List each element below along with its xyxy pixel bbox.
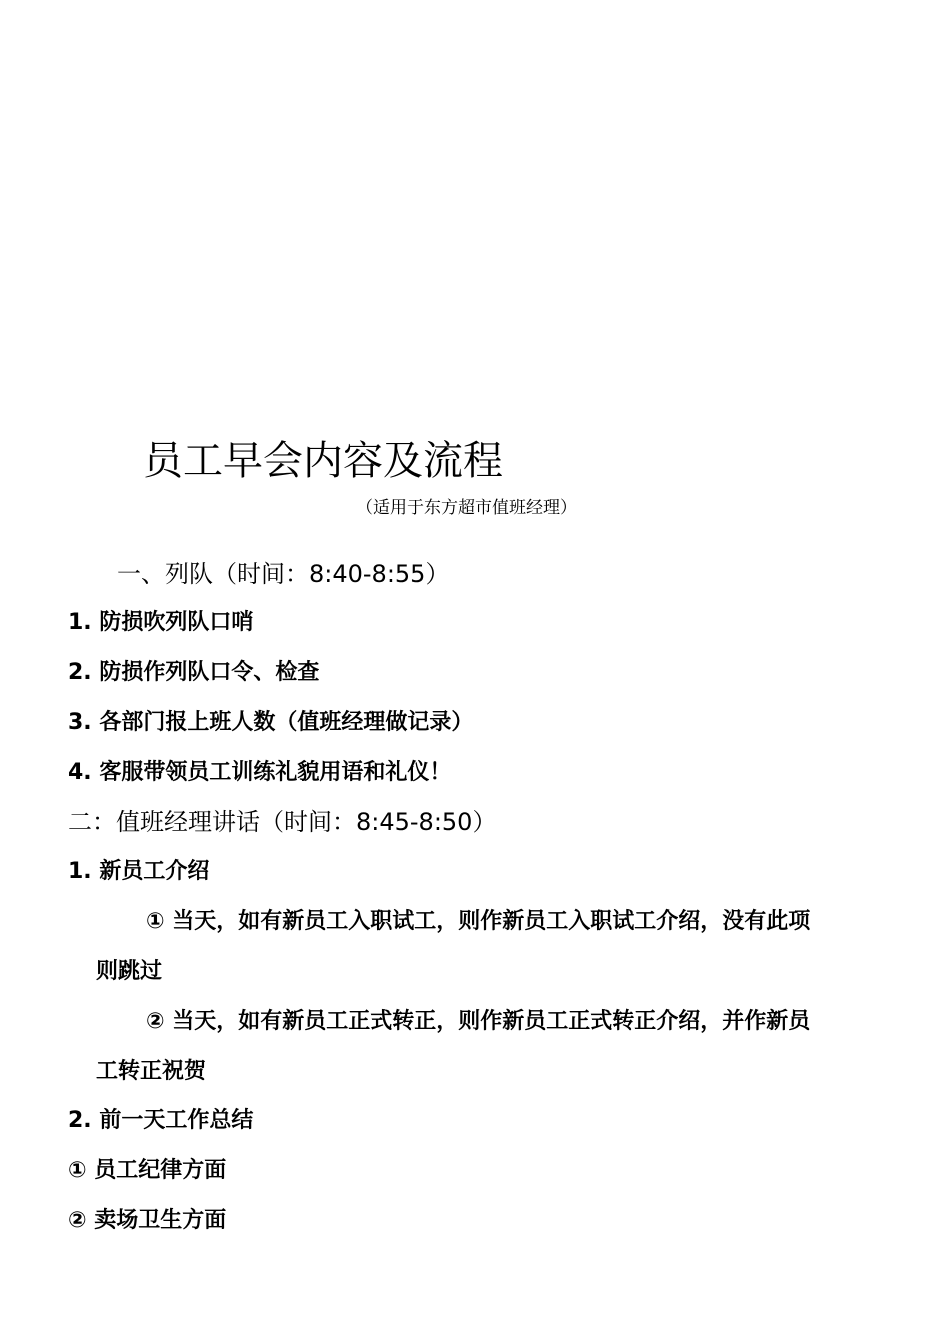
list-item: 4. 客服带领员工训练礼貌用语和礼仪！ (68, 760, 452, 785)
sub-item-discipline: ① 员工纪律方面 (68, 1158, 227, 1183)
sub-item-hygiene: ② 卖场卫生方面 (68, 1208, 227, 1233)
list-item: 2. 防损作列队口令、检查 (68, 660, 320, 685)
document-title: 员工早会内容及流程 (143, 438, 503, 484)
list-item: 3. 各部门报上班人数（值班经理做记录） (68, 710, 474, 735)
sub-item-trial-cont: 则跳过 (96, 959, 163, 984)
section-1-heading: 一、列队（时间：8:40-8:55） (117, 560, 450, 588)
document-subtitle: （适用于东方超市值班经理） (356, 498, 577, 518)
sub-item-trial: ① 当天，如有新员工入职试工，则作新员工入职试工介绍，没有此项 (146, 909, 811, 934)
sub-item-regular-cont: 工转正祝贺 (96, 1059, 207, 1084)
list-item-new-staff: 1. 新员工介绍 (68, 859, 210, 884)
sub-item-regular: ② 当天，如有新员工正式转正，则作新员工正式转正介绍，并作新员 (146, 1009, 811, 1034)
list-item: 1. 防损吹列队口哨 (68, 610, 254, 635)
section-2-heading: 二：值班经理讲话（时间：8:45-8:50） (68, 808, 497, 836)
list-item-summary: 2. 前一天工作总结 (68, 1108, 254, 1133)
